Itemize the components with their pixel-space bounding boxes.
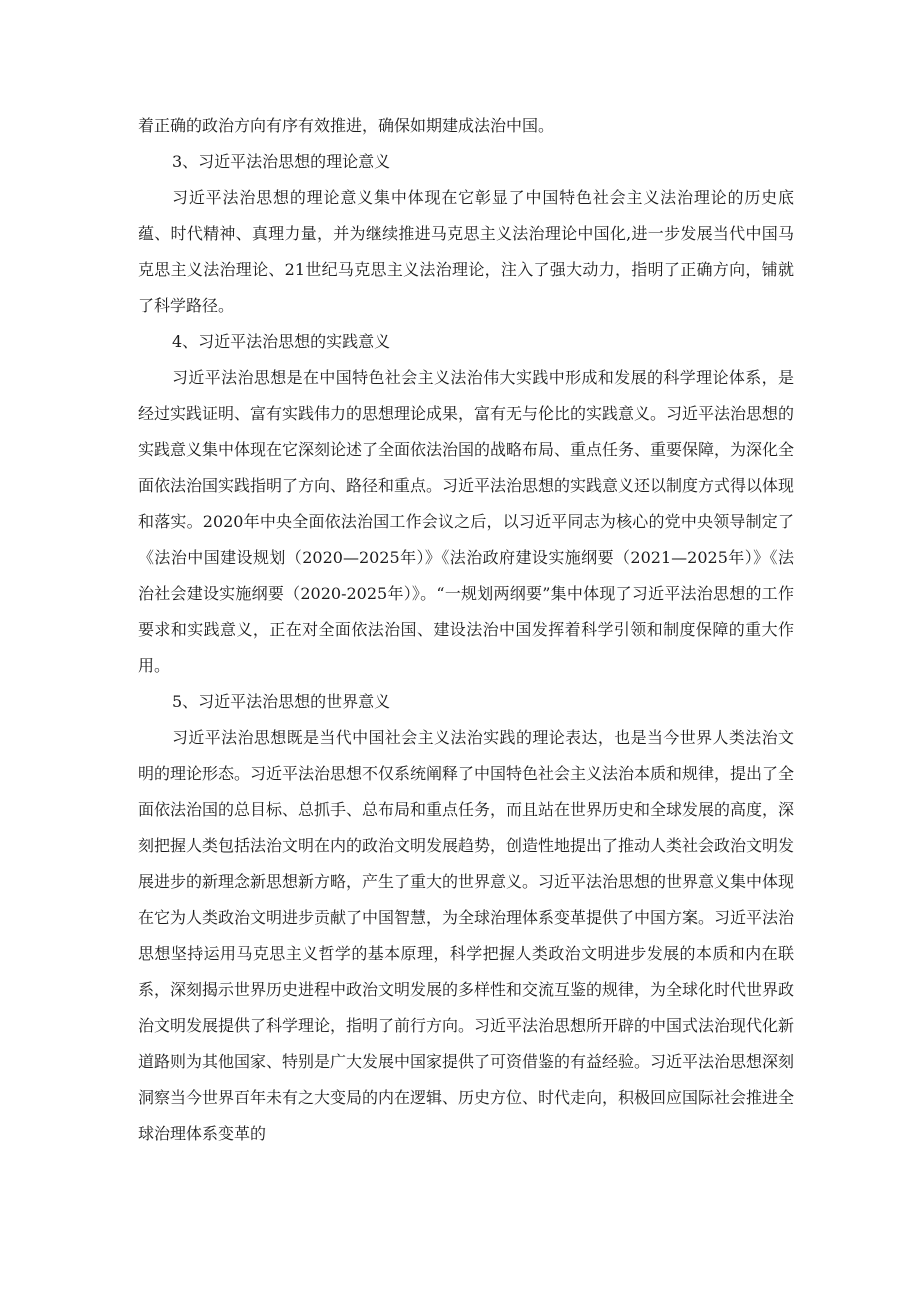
section-heading-practical-significance: 4、习近平法治思想的实践意义 [172,332,391,351]
paragraph-practical-significance: 习近平法治思想是在中国特色社会主义法治伟大实践中形成和发展的科学理论体系，是经过实践证明、富有实践伟力的思想理论成果，富有无与伦比的实践意义。习近平法治思想的实践意义集中体现在它深刻论述了全面依法治国的战略布局、重点任务、重要保障，为深化全面依法治国实践指明了方向、路径和重点。习近平法治思想的实践意义还以制度方式得以体现和落实。2020年中央全面依法治国工作会议之后，以习近平同志为核心的党中央领导制定了《法治中国建设规划（2020—2025年）》《法治政府建设实施纲要（2021—2025年）》《法治社会建设实施纲要（2020-2025年）》。“一规划两纲要”集中体现了习近平法治思想的工作要求和实践意义，正在对全面依法治国、建设法治中国发挥着科学引领和制度保障的重大作用。 [138,368,795,675]
paragraph-theoretical-significance: 习近平法治思想的理论意义集中体现在它彰显了中国特色社会主义法治理论的历史底蕴、时代精神、真理力量，并为继续推进马克思主义法治理论中国化,进一步发展当代中国马克思主义法治理论、21世纪马克思主义法治理论，注入了强大动力，指明了正确方向，铺就了科学路径。 [138,188,794,315]
document-body [138,108,794,1152]
paragraph-world-significance: 习近平法治思想既是当代中国社会主义法治实践的理论表达，也是当今世界人类法治文明的理论形态。习近平法治思想不仅系统阐释了中国特色社会主义法治本质和规律，提出了全面依法治国的总目标、总抓手、总布局和重点任务，而且站在世界历史和全球发展的高度，深刻把握人类包括法治文明在内的政治文明发展趋势，创造性地提出了推动人类社会政治文明发展进步的新理念新思想新方略，产生了重大的世界意义。习近平法治思想的世界意义集中体现在它为人类政治文明进步贡献了中国智慧，为全球治理体系变革提供了中国方案。习近平法治思想坚持运用马克思主义哲学的基本原理，科学把握人类政治文明进步发展的本质和内在联系，深刻揭示世界历史进程中政治文明发展的多样性和交流互鉴的规律，为全球化时代世界政治文明发展提供了科学理论，指明了前行方向。习近平法治思想所开辟的中国式法治现代化新道路则为其他国家、特别是广大发展中国家提供了可资借鉴的有益经验。习近平法治思想深刻洞察当今世界百年未有之大变局的内在逻辑、历史方位、时代走向，积极回应国际社会推进全球治理体系变革的 [138,728,795,1143]
section-heading-world-significance: 5、习近平法治思想的世界意义 [172,692,391,711]
section-heading-theoretical-significance: 3、习近平法治思想的理论意义 [172,152,391,171]
paragraph-continued: 着正确的政治方向有序有效推进，确保如期建成法治中国。 [138,116,555,135]
